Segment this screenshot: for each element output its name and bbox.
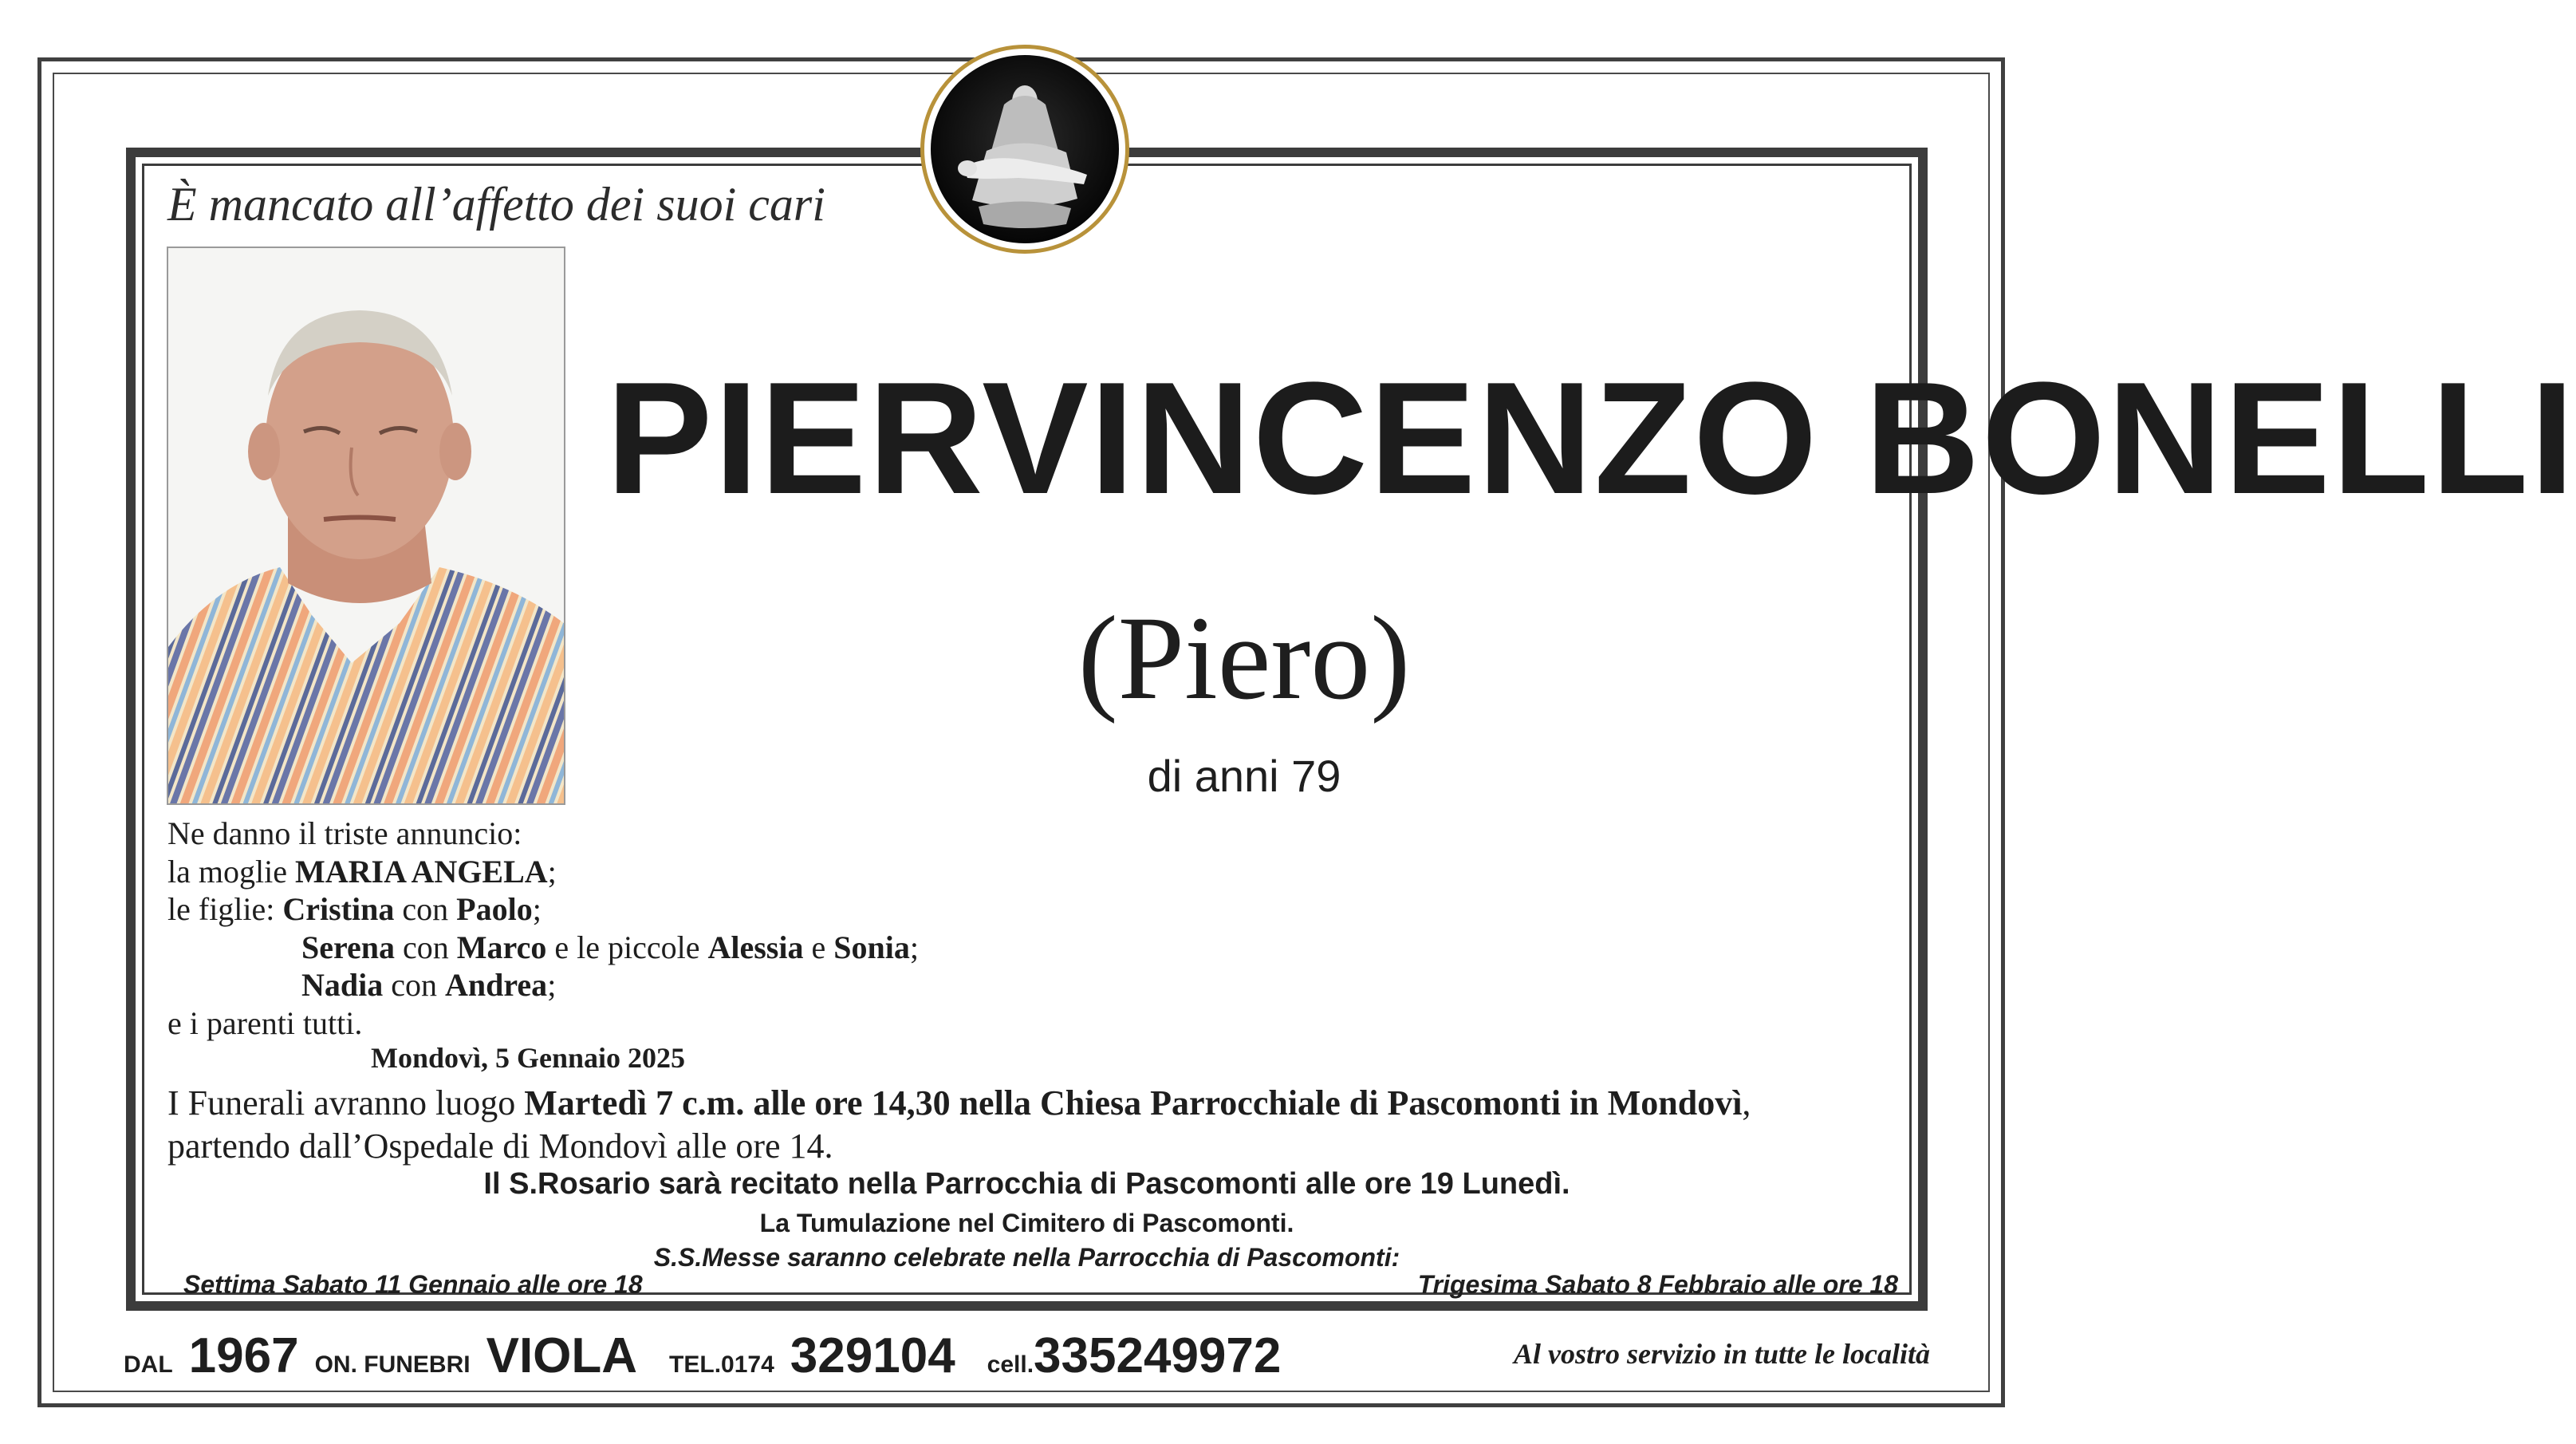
pieta-medallion-icon	[920, 45, 1129, 254]
footer-onfunebri: ON. FUNEBRI	[314, 1351, 471, 1378]
announcement-relatives: e i parenti tutti.	[167, 1004, 363, 1041]
funeral-details: Martedì 7 c.m. alle ore 14,30 nella Chiesa Parrocchiale di Pascomonti in Mondovì	[524, 1083, 1743, 1122]
funeral-block	[167, 1082, 1751, 1168]
partner-name: Marco	[456, 929, 547, 965]
dateline: Mondovì, 5 Gennaio 2025	[371, 1042, 686, 1074]
partner-name: Paolo	[456, 891, 533, 927]
intro-text: È mancato all’affetto dei suoi cari	[167, 178, 825, 231]
wife-suffix: ;	[547, 853, 557, 890]
announcement-daughter-3	[167, 966, 919, 1004]
masses-settima: Settima Sabato 11 Gennaio alle ore 18	[183, 1270, 643, 1299]
deceased-age: di anni 79	[1147, 751, 1341, 801]
partner-name: Andrea	[445, 967, 548, 1003]
announcement-block	[167, 815, 919, 1042]
rosary-notice: Il S.Rosario sarà recitato nella Parrocchia di Pascomonti alle ore 19 Lunedì.	[483, 1167, 1570, 1201]
portrait-photo	[167, 247, 565, 805]
daughter-name: Cristina	[282, 891, 395, 927]
funeral-prefix: I Funerali avranno luogo	[167, 1083, 525, 1122]
burial-notice: La Tumulazione nel Cimitero di Pascomonti.	[759, 1209, 1294, 1237]
wife-name: MARIA ANGELA	[294, 853, 548, 890]
separator: ;	[532, 891, 542, 927]
daughter-name: Serena	[301, 929, 396, 965]
announcement-daughter-1	[167, 890, 919, 929]
con-text: con	[395, 929, 457, 965]
separator: ;	[909, 929, 919, 965]
footer-company: VIOLA	[486, 1328, 638, 1383]
con-text: con	[394, 891, 457, 927]
funeral-line-2: partendo dall’Ospedale di Mondovì alle ore 14.	[167, 1126, 833, 1166]
footer-tagline: Al vostro servizio in tutte le località	[1514, 1338, 1930, 1370]
kids-text: e le piccole	[546, 929, 708, 965]
separator: ;	[547, 967, 557, 1003]
daughter-name: Nadia	[301, 967, 384, 1003]
daughters-prefix: le figlie:	[167, 891, 283, 927]
wife-prefix: la moglie	[167, 853, 295, 890]
footer-cell-prefix: cell.	[987, 1351, 1034, 1378]
masses-trigesima: Trigesima Sabato 8 Febbraio alle ore 18	[1417, 1270, 1898, 1299]
grandchild-name: Sonia	[833, 929, 910, 965]
funeral-home-footer	[124, 1328, 1281, 1388]
footer-dal: DAL	[124, 1351, 173, 1378]
masses-title: S.S.Messe saranno celebrate nella Parrocchia di Pascomonti:	[653, 1243, 1400, 1272]
funeral-comma: ,	[1742, 1083, 1751, 1122]
deceased-name: PIERVINCENZO BONELLI	[606, 349, 2576, 527]
announcement-wife	[167, 853, 919, 891]
grandchild-name: Alessia	[707, 929, 804, 965]
con-text: con	[383, 967, 446, 1003]
footer-tel-number: 329104	[790, 1328, 955, 1383]
funeral-line-1	[167, 1082, 1751, 1125]
footer-cell-number: 335249972	[1034, 1328, 1282, 1383]
announcement-daughter-2	[167, 929, 919, 967]
footer-tel-prefix: TEL.0174	[669, 1351, 774, 1378]
and-text: e	[803, 929, 834, 965]
footer-year: 1967	[188, 1328, 299, 1383]
announcement-intro: Ne danno il triste annuncio:	[167, 815, 522, 851]
deceased-nickname: (Piero)	[1077, 592, 1411, 724]
